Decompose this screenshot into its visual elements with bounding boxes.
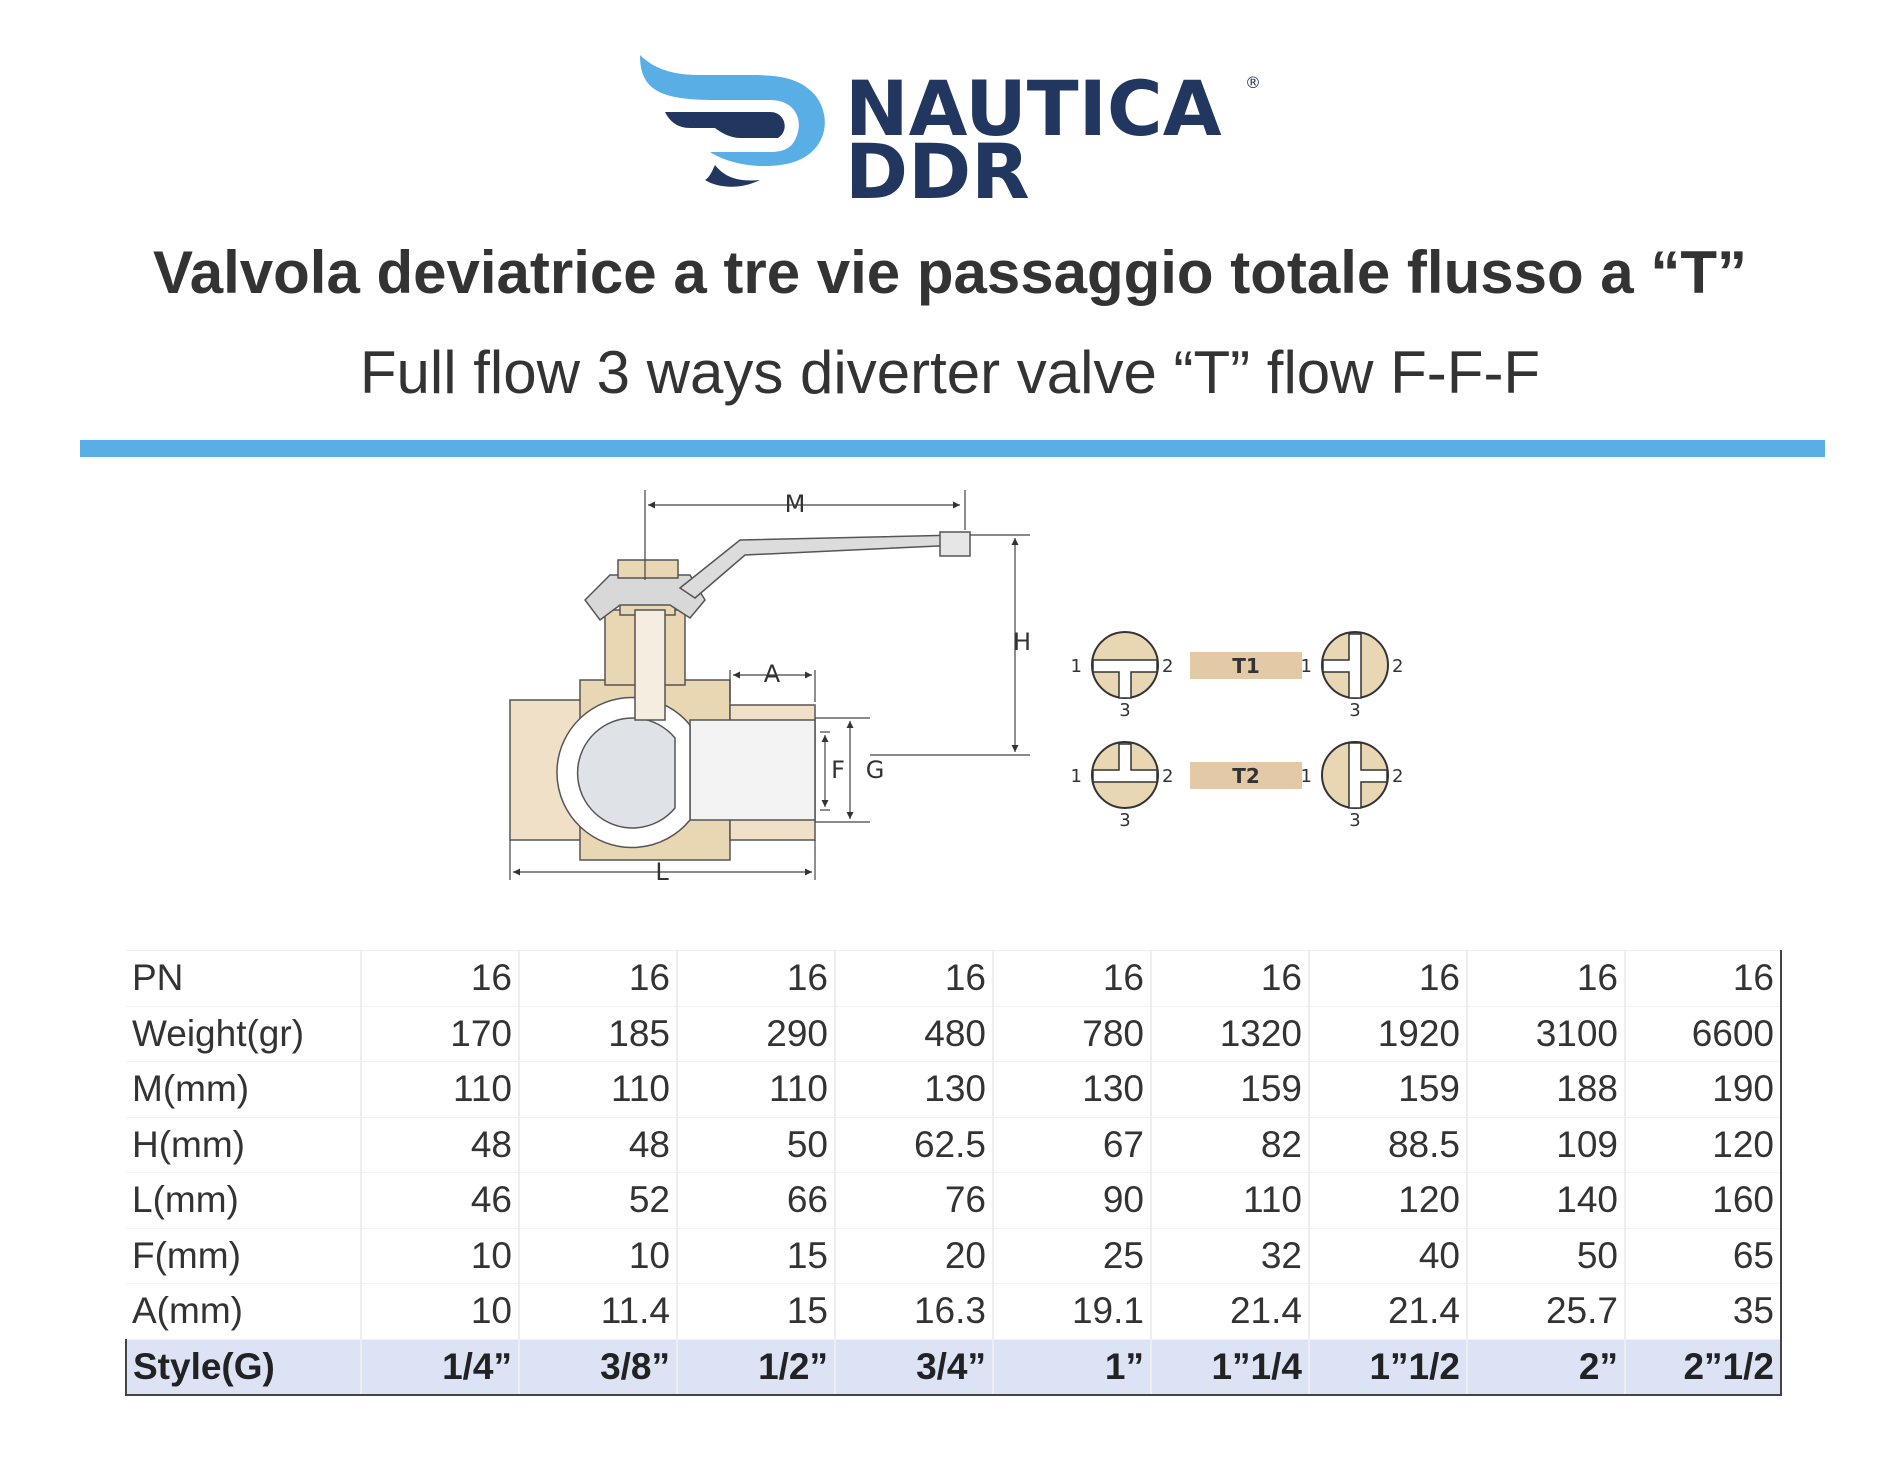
table-cell: 50 bbox=[1467, 1228, 1625, 1284]
logo-swoosh-dark-lower bbox=[705, 165, 760, 187]
row-label: PN bbox=[126, 951, 361, 1007]
table-cell: 67 bbox=[993, 1117, 1151, 1173]
svg-text:3: 3 bbox=[1119, 810, 1131, 831]
flow-label-t1: T1 bbox=[1232, 654, 1260, 678]
nautica-ddr-logo bbox=[620, 40, 1300, 210]
table-cell: 66 bbox=[677, 1173, 835, 1229]
row-label: H(mm) bbox=[126, 1117, 361, 1173]
row-label: Style(G) bbox=[126, 1339, 361, 1395]
table-cell: 16 bbox=[1151, 951, 1309, 1007]
table-cell: 48 bbox=[519, 1117, 677, 1173]
table-cell: 1/2” bbox=[677, 1339, 835, 1395]
table-cell: 48 bbox=[361, 1117, 519, 1173]
table-cell: 109 bbox=[1467, 1117, 1625, 1173]
table-cell: 1”1/4 bbox=[1151, 1339, 1309, 1395]
table-cell: 1”1/2 bbox=[1309, 1339, 1467, 1395]
table-row-style bbox=[126, 1339, 1781, 1395]
row-label: F(mm) bbox=[126, 1228, 361, 1284]
table-cell: 159 bbox=[1309, 1062, 1467, 1118]
svg-text:1: 1 bbox=[1300, 656, 1312, 677]
valve-technical-drawing bbox=[490, 480, 1440, 900]
table-cell: 76 bbox=[835, 1173, 993, 1229]
table-cell: 21.4 bbox=[1151, 1284, 1309, 1340]
logo-text-nautica: NAUTICA bbox=[845, 64, 1222, 153]
table-row bbox=[126, 1173, 1781, 1229]
row-label: L(mm) bbox=[126, 1173, 361, 1229]
logo-swoosh-dark bbox=[665, 112, 785, 138]
row-label: A(mm) bbox=[126, 1284, 361, 1340]
flow-position-t2 bbox=[1071, 742, 1404, 831]
table-cell: 188 bbox=[1467, 1062, 1625, 1118]
title-english: Full flow 3 ways diverter valve “T” flow F-F-F bbox=[359, 339, 1541, 406]
flow-position-t1 bbox=[1071, 632, 1404, 721]
svg-text:2: 2 bbox=[1392, 656, 1404, 677]
table-cell: 11.4 bbox=[519, 1284, 677, 1340]
table-row bbox=[126, 1117, 1781, 1173]
dim-label-m: M bbox=[784, 490, 806, 518]
table-cell: 20 bbox=[835, 1228, 993, 1284]
table-cell: 21.4 bbox=[1309, 1284, 1467, 1340]
table-cell: 19.1 bbox=[993, 1284, 1151, 1340]
table-cell: 3/4” bbox=[835, 1339, 993, 1395]
header-divider bbox=[80, 440, 1825, 457]
table-cell: 159 bbox=[1151, 1062, 1309, 1118]
logo-text-ddr: DDR bbox=[845, 127, 1030, 210]
svg-text:3: 3 bbox=[1349, 700, 1361, 721]
table-cell: 140 bbox=[1467, 1173, 1625, 1229]
table-cell: 2” bbox=[1467, 1339, 1625, 1395]
table-row bbox=[126, 1284, 1781, 1340]
table-cell: 3/8” bbox=[519, 1339, 677, 1395]
table-cell: 16 bbox=[677, 951, 835, 1007]
table-cell: 10 bbox=[519, 1228, 677, 1284]
table-cell: 1/4” bbox=[361, 1339, 519, 1395]
table-cell: 62.5 bbox=[835, 1117, 993, 1173]
svg-text:2: 2 bbox=[1392, 766, 1404, 787]
specification-table bbox=[125, 950, 1782, 1396]
table-row bbox=[126, 1062, 1781, 1118]
dim-label-f: F bbox=[831, 756, 845, 784]
svg-text:2: 2 bbox=[1162, 656, 1174, 677]
row-label: M(mm) bbox=[126, 1062, 361, 1118]
logo-registered-mark: ® bbox=[1245, 73, 1261, 92]
table-row bbox=[126, 1228, 1781, 1284]
table-cell: 110 bbox=[519, 1062, 677, 1118]
dim-label-l: L bbox=[655, 858, 669, 886]
table-row bbox=[126, 951, 1781, 1007]
table-cell: 290 bbox=[677, 1006, 835, 1062]
table-cell: 185 bbox=[519, 1006, 677, 1062]
row-label: Weight(gr) bbox=[126, 1006, 361, 1062]
table-cell: 110 bbox=[361, 1062, 519, 1118]
table-cell: 1920 bbox=[1309, 1006, 1467, 1062]
table-cell: 120 bbox=[1309, 1173, 1467, 1229]
svg-text:3: 3 bbox=[1349, 810, 1361, 831]
logo-swoosh-light bbox=[640, 55, 825, 166]
title-italian: Valvola deviatrice a tre vie passaggio totale flusso a “T” bbox=[153, 239, 1747, 306]
table-cell: 3100 bbox=[1467, 1006, 1625, 1062]
table-cell: 16 bbox=[1467, 951, 1625, 1007]
table-cell: 90 bbox=[993, 1173, 1151, 1229]
table-cell: 160 bbox=[1625, 1173, 1781, 1229]
table-cell: 780 bbox=[993, 1006, 1151, 1062]
table-cell: 88.5 bbox=[1309, 1117, 1467, 1173]
table-cell: 15 bbox=[677, 1284, 835, 1340]
table-cell: 35 bbox=[1625, 1284, 1781, 1340]
table-cell: 16 bbox=[1625, 951, 1781, 1007]
table-cell: 2”1/2 bbox=[1625, 1339, 1781, 1395]
flow-label-t2: T2 bbox=[1232, 764, 1260, 788]
svg-text:1: 1 bbox=[1300, 766, 1312, 787]
table-cell: 16.3 bbox=[835, 1284, 993, 1340]
svg-text:1: 1 bbox=[1070, 656, 1082, 677]
table-cell: 130 bbox=[993, 1062, 1151, 1118]
table-cell: 170 bbox=[361, 1006, 519, 1062]
table-cell: 480 bbox=[835, 1006, 993, 1062]
table-cell: 110 bbox=[1151, 1173, 1309, 1229]
table-cell: 65 bbox=[1625, 1228, 1781, 1284]
dim-label-g: G bbox=[865, 756, 885, 784]
table-cell: 130 bbox=[835, 1062, 993, 1118]
table-cell: 16 bbox=[993, 951, 1151, 1007]
table-cell: 16 bbox=[1309, 951, 1467, 1007]
dim-label-a: A bbox=[763, 660, 781, 688]
table-cell: 16 bbox=[835, 951, 993, 1007]
svg-text:2: 2 bbox=[1162, 766, 1174, 787]
svg-text:1: 1 bbox=[1070, 766, 1082, 787]
table-cell: 15 bbox=[677, 1228, 835, 1284]
table-cell: 25.7 bbox=[1467, 1284, 1625, 1340]
table-cell: 6600 bbox=[1625, 1006, 1781, 1062]
table-cell: 50 bbox=[677, 1117, 835, 1173]
table-row bbox=[126, 1006, 1781, 1062]
table-cell: 120 bbox=[1625, 1117, 1781, 1173]
table-cell: 46 bbox=[361, 1173, 519, 1229]
table-cell: 32 bbox=[1151, 1228, 1309, 1284]
table-cell: 10 bbox=[361, 1284, 519, 1340]
svg-text:3: 3 bbox=[1119, 700, 1131, 721]
table-cell: 16 bbox=[519, 951, 677, 1007]
valve-body bbox=[510, 532, 970, 860]
dim-label-h: H bbox=[1012, 628, 1032, 656]
table-cell: 40 bbox=[1309, 1228, 1467, 1284]
table-cell: 1” bbox=[993, 1339, 1151, 1395]
table-cell: 52 bbox=[519, 1173, 677, 1229]
table-cell: 16 bbox=[361, 951, 519, 1007]
table-cell: 25 bbox=[993, 1228, 1151, 1284]
table-cell: 10 bbox=[361, 1228, 519, 1284]
table-cell: 82 bbox=[1151, 1117, 1309, 1173]
table-cell: 190 bbox=[1625, 1062, 1781, 1118]
table-cell: 110 bbox=[677, 1062, 835, 1118]
table-cell: 1320 bbox=[1151, 1006, 1309, 1062]
